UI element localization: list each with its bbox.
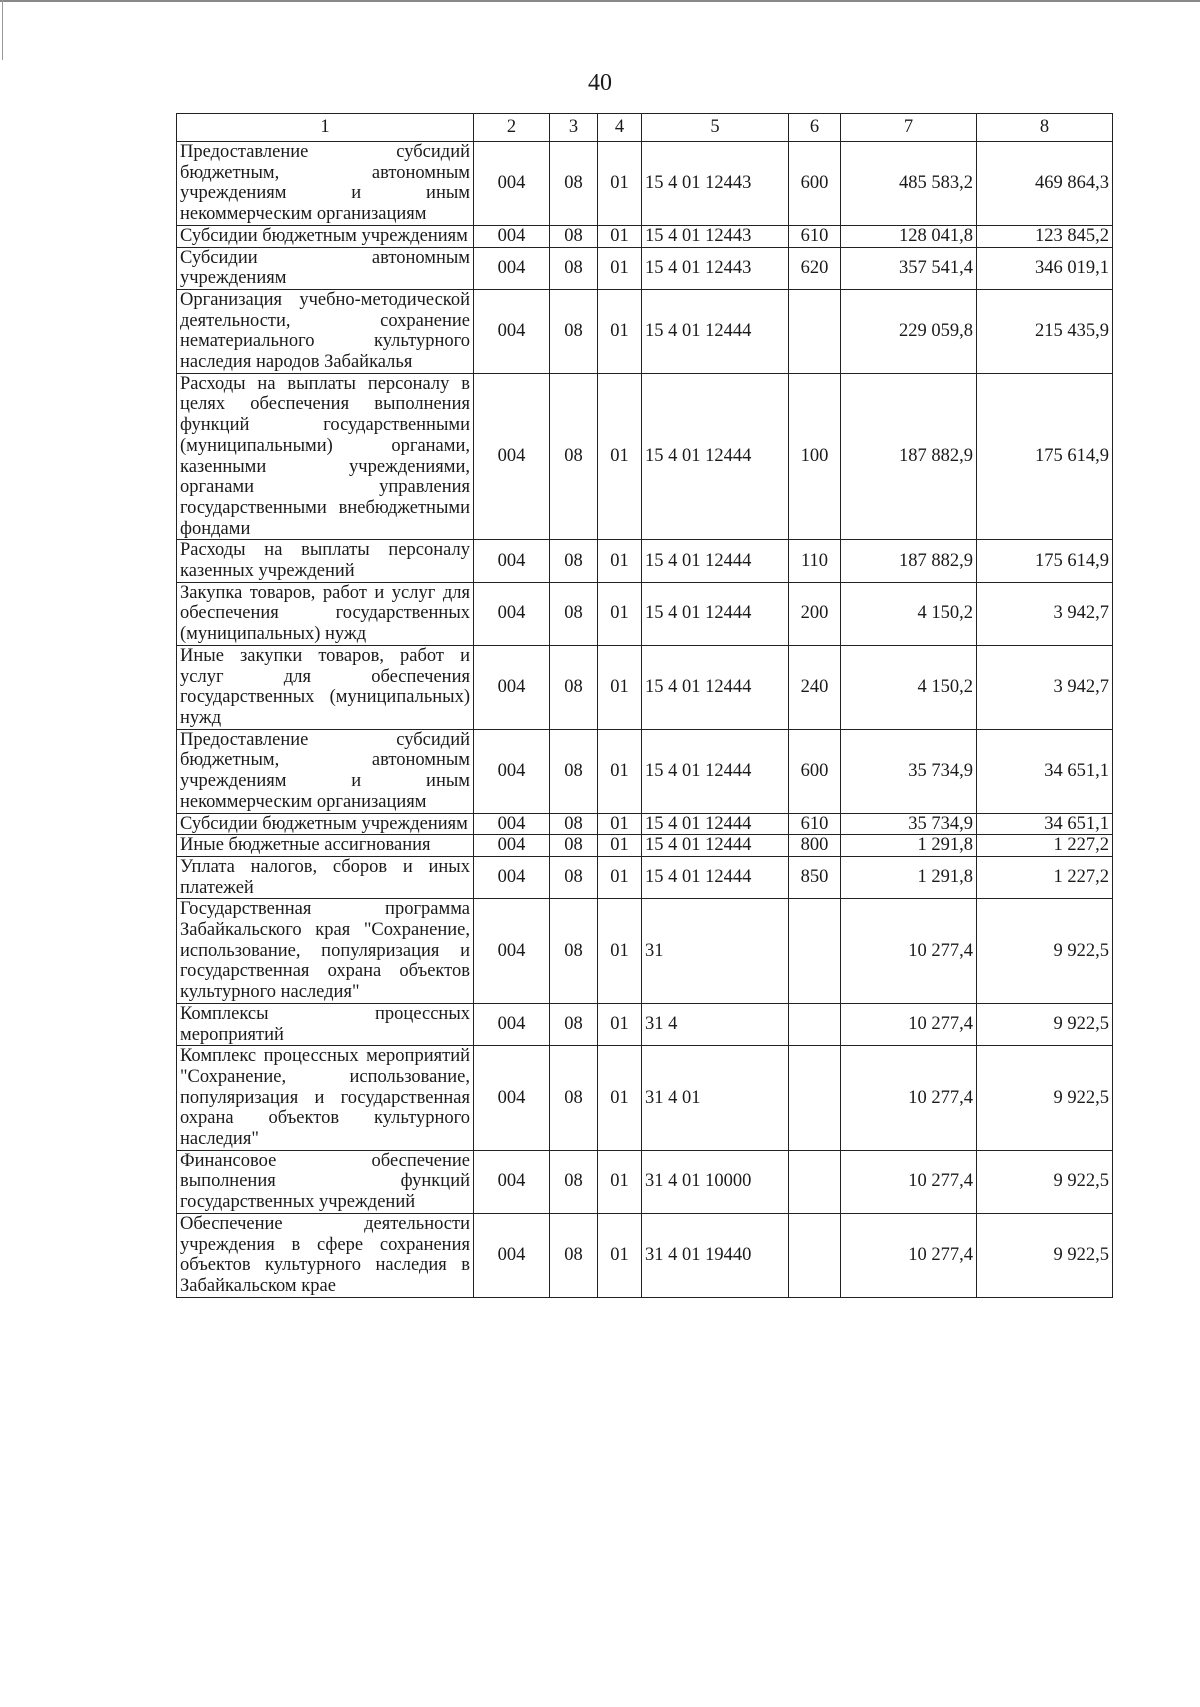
row-col-2: 004: [474, 1046, 550, 1151]
row-expense-type: 620: [789, 247, 841, 289]
row-col-4: 01: [598, 729, 642, 813]
row-col-3: 08: [550, 142, 598, 226]
table-row: [177, 1213, 1113, 1297]
row-col-2: 004: [474, 225, 550, 247]
row-target-code: 15 4 01 12443: [642, 142, 789, 226]
row-amount-7: 187 882,9: [841, 540, 977, 582]
row-col-3: 08: [550, 247, 598, 289]
row-amount-8: 346 019,1: [977, 247, 1113, 289]
header-row: [177, 114, 1113, 142]
row-amount-8: 34 651,1: [977, 729, 1113, 813]
row-expense-type: [789, 1213, 841, 1297]
row-col-2: 004: [474, 1213, 550, 1297]
row-target-code: 31: [642, 899, 789, 1004]
col-header-2: 2: [474, 114, 550, 142]
row-amount-8: 3 942,7: [977, 582, 1113, 645]
row-col-2: 004: [474, 645, 550, 729]
scan-top-edge: [0, 0, 1200, 2]
row-name: Расходы на выплаты персоналу казенных учреждений: [177, 540, 474, 582]
row-col-2: 004: [474, 729, 550, 813]
row-col-4: 01: [598, 813, 642, 835]
row-target-code: 15 4 01 12444: [642, 835, 789, 857]
row-col-2: 004: [474, 289, 550, 373]
row-col-4: 01: [598, 1046, 642, 1151]
row-target-code: 15 4 01 12443: [642, 225, 789, 247]
row-amount-8: 3 942,7: [977, 645, 1113, 729]
row-col-4: 01: [598, 1150, 642, 1213]
row-expense-type: 800: [789, 835, 841, 857]
row-name: Субсидии бюджетным учреждениям: [177, 813, 474, 835]
row-col-2: 004: [474, 142, 550, 226]
col-header-3: 3: [550, 114, 598, 142]
row-expense-type: 600: [789, 142, 841, 226]
row-name: Комплексы процессных мероприятий: [177, 1003, 474, 1045]
row-name: Финансовое обеспечение выполнения функций государственных учреждений: [177, 1150, 474, 1213]
row-target-code: 15 4 01 12444: [642, 373, 789, 540]
row-target-code: 31 4 01: [642, 1046, 789, 1151]
row-amount-8: 215 435,9: [977, 289, 1113, 373]
table-row: [177, 835, 1113, 857]
table-body: [177, 142, 1113, 1298]
row-col-3: 08: [550, 289, 598, 373]
row-expense-type: 610: [789, 225, 841, 247]
row-amount-7: 1 291,8: [841, 835, 977, 857]
row-col-4: 01: [598, 289, 642, 373]
table-row: [177, 582, 1113, 645]
row-name: Закупка товаров, работ и услуг для обеспечения государственных (муниципальных) нужд: [177, 582, 474, 645]
table-row: [177, 729, 1113, 813]
row-col-2: 004: [474, 373, 550, 540]
row-expense-type: 100: [789, 373, 841, 540]
col-header-1: 1: [177, 114, 474, 142]
table-row: [177, 1003, 1113, 1045]
row-amount-7: 4 150,2: [841, 582, 977, 645]
table-row: [177, 813, 1113, 835]
row-amount-7: 4 150,2: [841, 645, 977, 729]
row-target-code: 15 4 01 12444: [642, 645, 789, 729]
row-amount-7: 10 277,4: [841, 899, 977, 1004]
row-name: Предоставление субсидий бюджетным, автономным учреждениям и иным некоммерческим организациям: [177, 729, 474, 813]
row-col-3: 08: [550, 373, 598, 540]
col-header-7: 7: [841, 114, 977, 142]
row-expense-type: [789, 289, 841, 373]
row-amount-7: 128 041,8: [841, 225, 977, 247]
row-amount-8: 123 845,2: [977, 225, 1113, 247]
col-header-5: 5: [642, 114, 789, 142]
row-amount-8: 469 864,3: [977, 142, 1113, 226]
row-col-4: 01: [598, 225, 642, 247]
row-col-3: 08: [550, 582, 598, 645]
row-target-code: 15 4 01 12444: [642, 813, 789, 835]
row-col-4: 01: [598, 540, 642, 582]
row-target-code: 15 4 01 12444: [642, 289, 789, 373]
col-header-4: 4: [598, 114, 642, 142]
row-col-2: 004: [474, 856, 550, 898]
table-row: [177, 1150, 1113, 1213]
row-expense-type: 110: [789, 540, 841, 582]
row-target-code: 15 4 01 12444: [642, 582, 789, 645]
row-col-3: 08: [550, 899, 598, 1004]
row-col-2: 004: [474, 835, 550, 857]
row-name: Субсидии автономным учреждениям: [177, 247, 474, 289]
row-col-2: 004: [474, 899, 550, 1004]
table-row: [177, 373, 1113, 540]
row-col-4: 01: [598, 582, 642, 645]
row-col-4: 01: [598, 1213, 642, 1297]
row-amount-8: 175 614,9: [977, 373, 1113, 540]
row-amount-8: 175 614,9: [977, 540, 1113, 582]
table-row: [177, 645, 1113, 729]
col-header-6: 6: [789, 114, 841, 142]
row-col-2: 004: [474, 1003, 550, 1045]
row-expense-type: 850: [789, 856, 841, 898]
row-target-code: 31 4 01 19440: [642, 1213, 789, 1297]
row-expense-type: 610: [789, 813, 841, 835]
row-col-3: 08: [550, 1046, 598, 1151]
row-col-3: 08: [550, 1213, 598, 1297]
row-expense-type: [789, 1150, 841, 1213]
col-header-8: 8: [977, 114, 1113, 142]
row-amount-7: 357 541,4: [841, 247, 977, 289]
row-col-4: 01: [598, 645, 642, 729]
row-target-code: 15 4 01 12444: [642, 856, 789, 898]
row-amount-7: 10 277,4: [841, 1046, 977, 1151]
row-col-2: 004: [474, 247, 550, 289]
row-amount-7: 10 277,4: [841, 1213, 977, 1297]
row-target-code: 31 4 01 10000: [642, 1150, 789, 1213]
row-col-2: 004: [474, 813, 550, 835]
row-col-3: 08: [550, 813, 598, 835]
row-amount-8: 1 227,2: [977, 835, 1113, 857]
row-amount-7: 229 059,8: [841, 289, 977, 373]
row-amount-7: 1 291,8: [841, 856, 977, 898]
row-target-code: 15 4 01 12443: [642, 247, 789, 289]
row-amount-7: 10 277,4: [841, 1150, 977, 1213]
row-amount-8: 34 651,1: [977, 813, 1113, 835]
row-name: Обеспечение деятельности учреждения в сфере сохранения объектов культурного наследия в Забайкальском крае: [177, 1213, 474, 1297]
row-amount-7: 35 734,9: [841, 813, 977, 835]
budget-table: [176, 113, 1113, 1298]
row-col-4: 01: [598, 373, 642, 540]
row-expense-type: 240: [789, 645, 841, 729]
row-amount-7: 35 734,9: [841, 729, 977, 813]
row-name: Расходы на выплаты персоналу в целях обеспечения выполнения функций государственными (муниципальными) органами, казенными учреждениями, органами управления государственными внебюджетными фондами: [177, 373, 474, 540]
page-number: 40: [588, 70, 612, 96]
row-amount-8: 9 922,5: [977, 1150, 1113, 1213]
row-name: Комплекс процессных мероприятий "Сохранение, использование, популяризация и государственная охрана объектов культурного наследия": [177, 1046, 474, 1151]
row-name: Иные бюджетные ассигнования: [177, 835, 474, 857]
row-name: Государственная программа Забайкальского края "Сохранение, использование, популяризация и государственная охрана объектов культурного наследия": [177, 899, 474, 1004]
row-col-3: 08: [550, 729, 598, 813]
row-amount-7: 187 882,9: [841, 373, 977, 540]
row-name: Иные закупки товаров, работ и услуг для обеспечения государственных (муниципальных) нужд: [177, 645, 474, 729]
row-col-3: 08: [550, 645, 598, 729]
row-amount-7: 485 583,2: [841, 142, 977, 226]
row-col-2: 004: [474, 582, 550, 645]
table-row: [177, 225, 1113, 247]
row-col-3: 08: [550, 1150, 598, 1213]
row-col-4: 01: [598, 856, 642, 898]
row-col-4: 01: [598, 1003, 642, 1045]
row-name: Уплата налогов, сборов и иных платежей: [177, 856, 474, 898]
table-row: [177, 142, 1113, 226]
row-col-2: 004: [474, 540, 550, 582]
row-expense-type: 200: [789, 582, 841, 645]
row-amount-8: 9 922,5: [977, 1213, 1113, 1297]
row-col-3: 08: [550, 856, 598, 898]
row-col-4: 01: [598, 835, 642, 857]
row-expense-type: [789, 1046, 841, 1151]
row-col-3: 08: [550, 1003, 598, 1045]
table-row: [177, 289, 1113, 373]
row-col-3: 08: [550, 835, 598, 857]
row-expense-type: 600: [789, 729, 841, 813]
row-amount-8: 9 922,5: [977, 1046, 1113, 1151]
table-row: [177, 899, 1113, 1004]
row-name: Организация учебно-методической деятельности, сохранение нематериального культурного наследия народов Забайкалья: [177, 289, 474, 373]
table-row: [177, 247, 1113, 289]
row-col-3: 08: [550, 540, 598, 582]
row-col-4: 01: [598, 142, 642, 226]
row-name: Предоставление субсидий бюджетным, автономным учреждениям и иным некоммерческим организациям: [177, 142, 474, 226]
row-expense-type: [789, 899, 841, 1004]
row-col-2: 004: [474, 1150, 550, 1213]
table-row: [177, 540, 1113, 582]
row-target-code: 15 4 01 12444: [642, 540, 789, 582]
row-amount-8: 9 922,5: [977, 899, 1113, 1004]
row-col-4: 01: [598, 899, 642, 1004]
table-row: [177, 856, 1113, 898]
row-amount-8: 9 922,5: [977, 1003, 1113, 1045]
table-row: [177, 1046, 1113, 1151]
row-amount-7: 10 277,4: [841, 1003, 977, 1045]
row-target-code: 15 4 01 12444: [642, 729, 789, 813]
row-expense-type: [789, 1003, 841, 1045]
row-name: Субсидии бюджетным учреждениям: [177, 225, 474, 247]
scan-left-edge: [2, 0, 3, 60]
row-col-4: 01: [598, 247, 642, 289]
row-target-code: 31 4: [642, 1003, 789, 1045]
row-col-3: 08: [550, 225, 598, 247]
row-amount-8: 1 227,2: [977, 856, 1113, 898]
